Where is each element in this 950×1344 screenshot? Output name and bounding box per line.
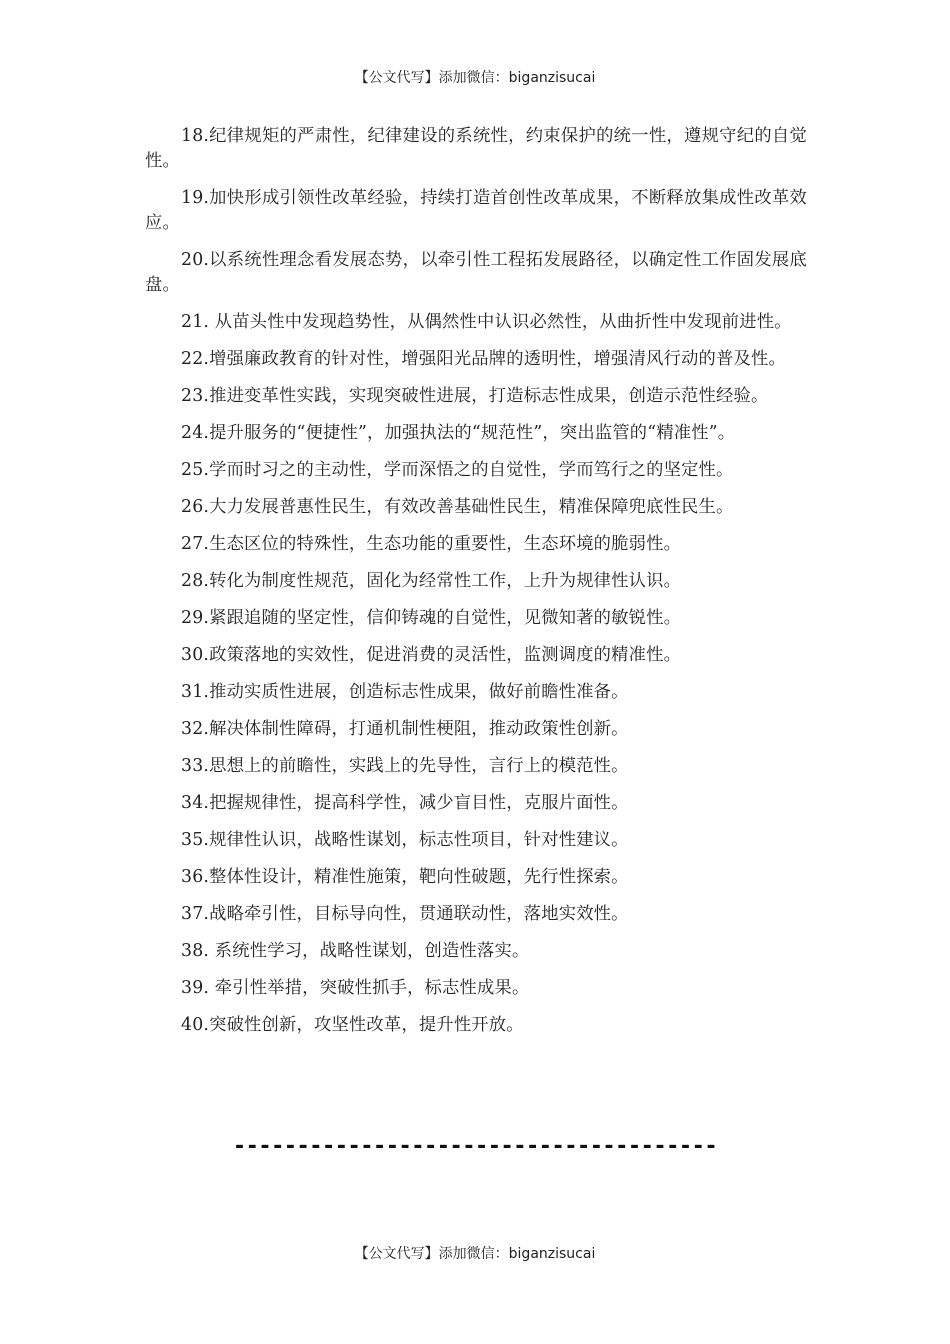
list-item: 26.大力发展普惠性民生，有效改善基础性民生，精准保障兜底性民生。 bbox=[181, 497, 734, 517]
document-body bbox=[145, 124, 807, 1050]
dashed-separator: -------------------------------------- bbox=[232, 1134, 718, 1159]
list-item: 20.以系统性理念看发展态势，以牵引性工程拓发展路径，以确定性工作固发展底盘。 bbox=[145, 250, 807, 295]
list-item: 31.推动实质性进展，创造标志性成果，做好前瞻性准备。 bbox=[181, 682, 629, 702]
list-item: 35.规律性认识，战略性谋划，标志性项目，针对性建议。 bbox=[181, 830, 629, 850]
list-item: 23.推进变革性实践，实现突破性进展，打造标志性成果，创造示范性经验。 bbox=[181, 386, 769, 406]
page-header: 【公文代写】添加微信：biganzisucai bbox=[354, 70, 596, 86]
list-item: 18.纪律规矩的严肃性，纪律建设的系统性，约束保护的统一性，遵规守纪的自觉性。 bbox=[145, 126, 807, 171]
list-item: 28.转化为制度性规范，固化为经常性工作，上升为规律性认识。 bbox=[181, 571, 682, 591]
page-footer: 【公文代写】添加微信：biganzisucai bbox=[354, 1246, 596, 1262]
list-item: 19.加快形成引领性改革经验，持续打造首创性改革成果，不断释放集成性改革效应。 bbox=[145, 188, 807, 233]
list-item: 38. 系统性学习，战略性谋划，创造性落实。 bbox=[181, 941, 530, 961]
list-item: 40.突破性创新，攻坚性改革，提升性开放。 bbox=[181, 1015, 524, 1035]
list-item: 27.生态区位的特殊性，生态功能的重要性，生态环境的脆弱性。 bbox=[181, 534, 682, 554]
list-item: 36.整体性设计，精准性施策，靶向性破题，先行性探索。 bbox=[181, 867, 629, 887]
list-item: 21. 从苗头性中发现趋势性，从偶然性中认识必然性，从曲折性中发现前进性。 bbox=[181, 312, 792, 332]
list-item: 30.政策落地的实效性，促进消费的灵活性，监测调度的精准性。 bbox=[181, 645, 682, 665]
list-item: 33.思想上的前瞻性，实践上的先导性，言行上的模范性。 bbox=[181, 756, 629, 776]
list-item: 24.提升服务的“便捷性”，加强执法的“规范性”，突出监管的“精准性”。 bbox=[181, 423, 736, 443]
list-item: 34.把握规律性，提高科学性，减少盲目性，克服片面性。 bbox=[181, 793, 629, 813]
list-item: 39. 牵引性举措，突破性抓手，标志性成果。 bbox=[181, 978, 530, 998]
list-item: 32.解决体制性障碍，打通机制性梗阻，推动政策性创新。 bbox=[181, 719, 629, 739]
list-item: 29.紧跟追随的坚定性，信仰铸魂的自觉性，见微知著的敏锐性。 bbox=[181, 608, 682, 628]
list-item: 25.学而时习之的主动性，学而深悟之的自觉性，学而笃行之的坚定性。 bbox=[181, 460, 734, 480]
list-item: 37.战略牵引性，目标导向性，贯通联动性，落地实效性。 bbox=[181, 904, 629, 924]
list-item: 22.增强廉政教育的针对性，增强阳光品牌的透明性，增强清风行动的普及性。 bbox=[181, 349, 786, 369]
